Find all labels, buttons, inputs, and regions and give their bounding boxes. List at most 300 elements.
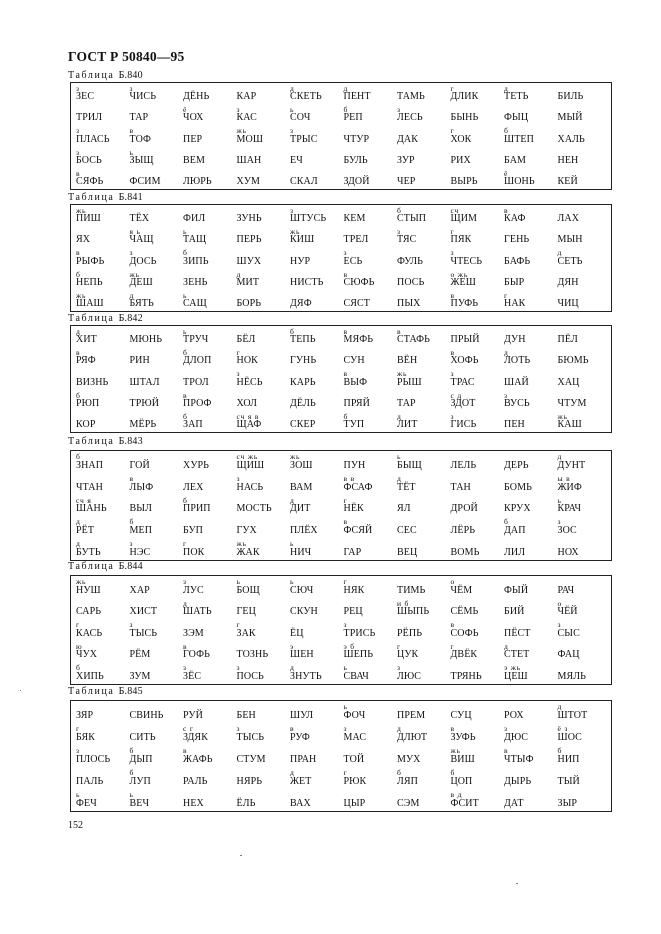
table-cell bbox=[181, 83, 235, 104]
table-cell bbox=[502, 247, 556, 268]
syllable-word: РИХ bbox=[450, 154, 471, 166]
syllable-word: РЕП bbox=[343, 112, 363, 124]
syllable-word: СОЧ bbox=[290, 112, 311, 124]
table-cell bbox=[128, 495, 182, 517]
phoneme-marker: б bbox=[557, 746, 563, 755]
phoneme-marker: з bbox=[343, 620, 348, 630]
table-cell bbox=[288, 147, 342, 168]
table-cell bbox=[181, 226, 235, 247]
syllable-word: КАШ bbox=[557, 419, 582, 430]
syllable-word: ВОМЬ bbox=[450, 546, 480, 558]
phoneme-marker: д bbox=[236, 269, 242, 279]
syllable-word: ШУЛ bbox=[290, 710, 314, 721]
table-cell bbox=[181, 598, 235, 620]
phoneme-marker: д bbox=[290, 768, 295, 777]
table-cell bbox=[342, 104, 396, 125]
syllable-word: ФСАФ bbox=[343, 481, 373, 493]
syllable-word: САРЬ bbox=[76, 606, 102, 618]
syllable-word: ХОЛ bbox=[236, 397, 258, 409]
table-cell bbox=[181, 269, 235, 290]
table-cell bbox=[395, 347, 449, 368]
syllable-word: МЯФЬ bbox=[343, 334, 374, 346]
table-cell bbox=[235, 411, 289, 432]
syllable-word: ПРИП bbox=[183, 503, 211, 515]
table-cell bbox=[235, 368, 289, 389]
phoneme-marker: о bbox=[450, 577, 456, 586]
syllable-word: БУТЬ bbox=[76, 546, 101, 558]
syllable-word: ТЫСЬ bbox=[129, 627, 158, 639]
phoneme-marker: д bbox=[290, 663, 295, 673]
table-cell bbox=[395, 473, 449, 495]
phoneme-marker: в bbox=[76, 168, 81, 178]
table-cell bbox=[128, 789, 182, 811]
syllable-word: ФОЧ bbox=[343, 710, 366, 721]
table-cell bbox=[128, 641, 182, 663]
syllable-word: ДВЁК bbox=[450, 649, 478, 661]
table-cell bbox=[288, 368, 342, 389]
syllable-word: ЛЫФ bbox=[129, 481, 154, 493]
table-cell bbox=[235, 247, 289, 268]
table-cell bbox=[502, 205, 556, 226]
syllable-word: ДЫРЬ bbox=[504, 776, 532, 787]
syllable-word: БУП bbox=[183, 525, 203, 537]
phoneme-marker: ь bbox=[343, 702, 348, 711]
syllable-word: ЧИСЬ bbox=[129, 91, 157, 103]
table-cell bbox=[288, 451, 342, 473]
phoneme-marker: г bbox=[450, 126, 455, 136]
table-cell bbox=[342, 662, 396, 684]
table-cell bbox=[181, 495, 235, 517]
phoneme-marker: б bbox=[397, 206, 402, 215]
syllable-word: ДЛИК bbox=[450, 91, 479, 103]
syllable-word: ЕЧ bbox=[290, 154, 303, 166]
phoneme-marker: в bbox=[343, 269, 348, 279]
table-cell bbox=[74, 745, 128, 767]
phoneme-marker: з bbox=[557, 620, 562, 630]
table-cell bbox=[342, 347, 396, 368]
table-cell bbox=[449, 745, 503, 767]
table-cell bbox=[395, 411, 449, 432]
syllable-word: ТЕПЬ bbox=[290, 334, 316, 346]
table-cell bbox=[288, 789, 342, 811]
syllable-word: ТАР bbox=[129, 112, 149, 124]
phoneme-marker: в bbox=[290, 724, 295, 733]
syllable-word: ПОК bbox=[183, 546, 205, 558]
table-cell bbox=[235, 576, 289, 598]
phoneme-marker: ь bbox=[183, 327, 188, 336]
syllable-word: НЕХ bbox=[183, 798, 204, 809]
syllable-word: ХИТ bbox=[76, 334, 97, 346]
table-cell bbox=[128, 104, 182, 125]
table-cell bbox=[181, 745, 235, 767]
table-cell bbox=[235, 290, 289, 311]
phoneme-marker: з bbox=[129, 620, 134, 630]
table-cell bbox=[181, 147, 235, 168]
syllable-word: ЗОС bbox=[557, 525, 577, 537]
phoneme-marker: з bbox=[343, 724, 348, 733]
phoneme-marker: д bbox=[557, 452, 563, 461]
phoneme-marker: д bbox=[397, 411, 402, 421]
syllable-word: СЯФЬ bbox=[76, 176, 104, 187]
syllable-word: БИЛЬ bbox=[557, 91, 584, 103]
syllable-word: РЁПЬ bbox=[397, 627, 423, 639]
table-cell bbox=[556, 205, 610, 226]
scan-speck bbox=[516, 883, 518, 884]
syllable-word: ГИСЬ bbox=[450, 419, 477, 430]
table-cell bbox=[235, 147, 289, 168]
syllable-word: ЧЁМ bbox=[450, 584, 473, 596]
phoneme-marker: д bbox=[504, 641, 509, 651]
table-cell bbox=[342, 147, 396, 168]
table-cell bbox=[235, 516, 289, 538]
table-cell bbox=[74, 495, 128, 517]
syllable-word: ЛЕХ bbox=[183, 481, 204, 493]
phoneme-marker: ь bbox=[129, 147, 134, 157]
phoneme-marker: з bbox=[290, 206, 294, 215]
syllable-word: ХАР bbox=[129, 584, 150, 596]
table-cell bbox=[395, 495, 449, 517]
table-cell bbox=[74, 390, 128, 411]
table-cell bbox=[556, 701, 610, 723]
table-cell bbox=[556, 473, 610, 495]
table-cell bbox=[128, 290, 182, 311]
table-cell bbox=[288, 598, 342, 620]
syllable-word: БОМЬ bbox=[504, 481, 532, 493]
syllable-word: ЕСЬ bbox=[343, 255, 363, 267]
table-cell bbox=[74, 347, 128, 368]
syllable-word: НЁК bbox=[343, 503, 364, 515]
table-cell bbox=[128, 411, 182, 432]
syllable-word: СУН bbox=[343, 355, 365, 367]
word-grid bbox=[71, 83, 611, 189]
table-cell bbox=[342, 83, 396, 104]
syllable-word: КАРЬ bbox=[290, 376, 316, 388]
syllable-word: ПОСЬ bbox=[236, 671, 264, 682]
table-cell bbox=[502, 538, 556, 560]
syllable-word: НИСТЬ bbox=[290, 276, 324, 288]
syllable-word: ТЕТЬ bbox=[504, 91, 529, 103]
table-cell bbox=[128, 451, 182, 473]
syllable-word: СЕТЬ bbox=[557, 255, 583, 267]
syllable-word: ЩИМ bbox=[450, 213, 478, 225]
table-caption bbox=[68, 70, 143, 82]
table-cell bbox=[181, 538, 235, 560]
syllable-word: ТОЗНЬ bbox=[236, 649, 269, 661]
table-cell bbox=[181, 326, 235, 347]
syllable-word: МИТ bbox=[236, 276, 260, 288]
scan-speck bbox=[20, 690, 21, 691]
syllable-word: ПРЯЙ bbox=[343, 397, 370, 409]
syllable-word: ЛЮРЬ bbox=[183, 176, 212, 187]
table-cell bbox=[288, 390, 342, 411]
syllable-word: МЁРЬ bbox=[129, 419, 157, 430]
syllable-word: КЕМ bbox=[343, 213, 366, 225]
syllable-word: НЭС bbox=[129, 546, 151, 558]
syllable-word: ДЕШ bbox=[129, 276, 153, 288]
syllable-word: ДЛОП bbox=[183, 355, 212, 367]
table-cell bbox=[449, 789, 503, 811]
table-cell bbox=[556, 104, 610, 125]
syllable-word: ПЛОСЬ bbox=[76, 754, 111, 765]
phoneme-marker: в bbox=[450, 620, 455, 630]
table-cell bbox=[395, 390, 449, 411]
phoneme-marker: г bbox=[504, 290, 508, 300]
syllable-word: ЗОШ bbox=[290, 459, 313, 471]
syllable-word: ШЕПЬ bbox=[343, 649, 374, 661]
syllable-word: ХАЦ bbox=[557, 376, 580, 388]
table-cell bbox=[395, 168, 449, 189]
syllable-word: ГЕЦ bbox=[236, 606, 256, 618]
table-cell bbox=[181, 390, 235, 411]
table-cell bbox=[556, 598, 610, 620]
syllable-word: ТРИЛ bbox=[76, 112, 103, 124]
table-cell bbox=[128, 326, 182, 347]
syllable-word: ФСЯЙ bbox=[343, 525, 373, 537]
phoneme-marker: б bbox=[76, 663, 81, 673]
syllable-word: ЧУХ bbox=[76, 649, 98, 661]
table-cell bbox=[128, 147, 182, 168]
table-caption-label: Таблица bbox=[68, 70, 115, 81]
table-caption-number: Б.840 bbox=[118, 70, 143, 81]
syllable-word: РЮК bbox=[343, 776, 367, 787]
phoneme-marker: з bbox=[450, 248, 455, 258]
syllable-word: ДЯН bbox=[557, 276, 579, 288]
syllable-word: ЦОП bbox=[450, 776, 473, 787]
syllable-word: РОХ bbox=[504, 710, 524, 721]
syllable-word: ВАХ bbox=[290, 798, 311, 809]
table-cell bbox=[395, 290, 449, 311]
table-cell bbox=[342, 168, 396, 189]
phoneme-marker: в bbox=[183, 390, 188, 400]
table-cell bbox=[181, 347, 235, 368]
syllable-word: ДРОЙ bbox=[450, 503, 478, 515]
syllable-word: ХИПЬ bbox=[76, 671, 104, 682]
table-cell bbox=[449, 451, 503, 473]
phoneme-marker: д bbox=[76, 327, 81, 336]
table-cell bbox=[342, 247, 396, 268]
table-cell bbox=[181, 767, 235, 789]
table-cell bbox=[74, 641, 128, 663]
syllable-word: ШОНЬ bbox=[504, 176, 535, 187]
syllable-word: ВИШ bbox=[450, 754, 475, 765]
syllable-word: ЩИШ bbox=[236, 459, 265, 471]
syllable-word: ЛЯП bbox=[397, 776, 418, 787]
phoneme-marker: б bbox=[504, 517, 509, 527]
syllable-word: ЛЮС bbox=[397, 671, 422, 682]
table-cell bbox=[181, 619, 235, 641]
phoneme-marker: сч я в bbox=[236, 411, 260, 421]
table-cell bbox=[395, 662, 449, 684]
syllable-word: ДЯФ bbox=[290, 298, 312, 309]
table-cell bbox=[235, 641, 289, 663]
table-cell bbox=[395, 205, 449, 226]
syllable-word: ДЁЛЬ bbox=[290, 397, 316, 409]
table-cell bbox=[556, 83, 610, 104]
table-cell bbox=[128, 347, 182, 368]
syllable-word: ГУНЬ bbox=[290, 355, 317, 367]
syllable-word: ДАК bbox=[397, 133, 419, 145]
table-cell bbox=[449, 104, 503, 125]
phoneme-marker: жь bbox=[129, 269, 140, 279]
table-cell bbox=[235, 789, 289, 811]
phoneme-marker: жь bbox=[290, 227, 301, 237]
syllable-word: ТЫСЬ bbox=[236, 732, 265, 743]
syllable-word: ЧТАН bbox=[76, 481, 103, 493]
syllable-word: ТРЫС bbox=[290, 133, 318, 145]
table-cell bbox=[128, 168, 182, 189]
phoneme-marker: жь bbox=[557, 411, 568, 421]
syllable-word: БЮМЬ bbox=[557, 355, 589, 367]
table-cell bbox=[128, 368, 182, 389]
phoneme-marker: б bbox=[343, 411, 349, 421]
table-cell bbox=[235, 723, 289, 745]
phoneme-marker: жь bbox=[450, 746, 461, 755]
syllable-word: НОК bbox=[236, 355, 258, 367]
syllable-word: ПЕР bbox=[183, 133, 203, 145]
table-cell bbox=[342, 368, 396, 389]
word-table bbox=[70, 575, 612, 685]
syllable-word: ШЕН bbox=[290, 649, 314, 661]
table-cell bbox=[556, 125, 610, 146]
table-cell bbox=[342, 619, 396, 641]
table-cell bbox=[449, 168, 503, 189]
table-cell bbox=[74, 83, 128, 104]
phoneme-marker: жь bbox=[236, 539, 247, 549]
phoneme-marker: з bbox=[397, 663, 401, 673]
syllable-word: ЛОТЬ bbox=[504, 355, 531, 367]
syllable-word: ЛУП bbox=[129, 776, 151, 787]
table-cell bbox=[502, 516, 556, 538]
syllable-word: СЕС bbox=[397, 525, 417, 537]
table-cell bbox=[342, 290, 396, 311]
table-caption-label: Таблица bbox=[68, 313, 115, 324]
syllable-word: ТАР bbox=[397, 397, 416, 409]
syllable-word: ШТОТ bbox=[557, 710, 588, 721]
table-cell bbox=[128, 538, 182, 560]
syllable-word: ЖИФ bbox=[557, 481, 582, 493]
table-cell bbox=[556, 789, 610, 811]
phoneme-marker: з bbox=[236, 473, 241, 483]
syllable-word: ДУН bbox=[504, 334, 526, 346]
table-cell bbox=[556, 723, 610, 745]
table-cell bbox=[556, 290, 610, 311]
table-cell bbox=[395, 326, 449, 347]
table-cell bbox=[342, 326, 396, 347]
syllable-word: ЗУМ bbox=[129, 671, 151, 682]
syllable-word: ПЕНТ bbox=[343, 91, 371, 103]
syllable-word: БОРЬ bbox=[236, 298, 262, 309]
table-cell bbox=[395, 789, 449, 811]
syllable-word: МЕП bbox=[129, 525, 153, 537]
syllable-word: ЯЛ bbox=[397, 503, 411, 515]
table-cell bbox=[395, 576, 449, 598]
table-cell bbox=[74, 598, 128, 620]
syllable-word: ЧТЕСЬ bbox=[450, 255, 483, 267]
syllable-word: НУР bbox=[290, 255, 311, 267]
table-cell bbox=[288, 745, 342, 767]
table-cell bbox=[556, 168, 610, 189]
page-number: 152 bbox=[68, 820, 83, 831]
table-cell bbox=[502, 269, 556, 290]
syllable-word: БЫНЬ bbox=[450, 112, 479, 124]
word-table bbox=[70, 325, 612, 433]
syllable-word: ХУРЬ bbox=[183, 459, 210, 471]
phoneme-marker: ь bbox=[290, 577, 295, 586]
syllable-word: БЫР bbox=[504, 276, 525, 288]
table-cell bbox=[74, 168, 128, 189]
syllable-word: РЮП bbox=[76, 397, 100, 409]
table-caption-number: Б.845 bbox=[118, 686, 143, 697]
syllable-word: РУЙ bbox=[183, 710, 203, 721]
syllable-word: МАС bbox=[343, 732, 367, 743]
phoneme-marker: б bbox=[129, 517, 135, 527]
syllable-word: ВЕЦ bbox=[397, 546, 418, 558]
table-cell bbox=[449, 516, 503, 538]
syllable-word: ВЫФ bbox=[343, 376, 368, 388]
syllable-word: ФЕЧ bbox=[76, 798, 97, 809]
phoneme-marker: в bbox=[450, 290, 455, 300]
syllable-word: ДЕРЬ bbox=[504, 459, 529, 471]
phoneme-marker: в bbox=[450, 348, 455, 358]
phoneme-marker: э жь bbox=[504, 663, 522, 673]
syllable-word: НАК bbox=[504, 298, 526, 309]
table-cell bbox=[74, 290, 128, 311]
syllable-word: ЖЕШ bbox=[450, 276, 476, 288]
table-cell bbox=[235, 125, 289, 146]
table-cell bbox=[181, 701, 235, 723]
syllable-word: НИЧ bbox=[290, 546, 312, 558]
syllable-word: СЫС bbox=[557, 627, 580, 639]
table-caption bbox=[68, 686, 143, 698]
phoneme-marker: з bbox=[504, 724, 508, 733]
table-cell bbox=[235, 269, 289, 290]
table-cell bbox=[342, 767, 396, 789]
phoneme-marker: б bbox=[76, 452, 81, 461]
phoneme-marker: з bbox=[76, 126, 80, 136]
syllable-word: ТАМЬ bbox=[397, 91, 425, 103]
table-cell bbox=[556, 247, 610, 268]
scan-speck bbox=[240, 855, 242, 856]
table-cell bbox=[395, 701, 449, 723]
syllable-word: ФУЛЬ bbox=[397, 255, 424, 267]
document-header: ГОСТ Р 50840—95 bbox=[68, 49, 185, 64]
table-cell bbox=[235, 326, 289, 347]
syllable-word: ТЁХ bbox=[129, 213, 150, 225]
syllable-word: ЗНАП bbox=[76, 459, 104, 471]
table-cell bbox=[74, 701, 128, 723]
table-cell bbox=[556, 368, 610, 389]
table-cell bbox=[74, 576, 128, 598]
syllable-word: ЗУФЬ bbox=[450, 732, 476, 743]
syllable-word: ТЫЙ bbox=[557, 776, 580, 787]
syllable-word: РАЧ bbox=[557, 584, 575, 596]
phoneme-marker: з bbox=[450, 369, 455, 379]
syllable-word: ДАП bbox=[504, 525, 526, 537]
phoneme-marker: ь bbox=[76, 790, 81, 799]
syllable-word: РЫШ bbox=[397, 376, 422, 388]
syllable-word: ЧОХ bbox=[183, 112, 204, 124]
table-cell bbox=[342, 516, 396, 538]
syllable-word: БЯК bbox=[76, 732, 96, 743]
table-cell bbox=[235, 168, 289, 189]
table-cell bbox=[449, 83, 503, 104]
table-cell bbox=[288, 226, 342, 247]
syllable-word: МОСТЬ bbox=[236, 503, 272, 515]
syllable-word: ВУСЬ bbox=[504, 397, 530, 409]
syllable-word: БУЛЬ bbox=[343, 154, 368, 166]
table-cell bbox=[395, 83, 449, 104]
table-cell bbox=[449, 619, 503, 641]
